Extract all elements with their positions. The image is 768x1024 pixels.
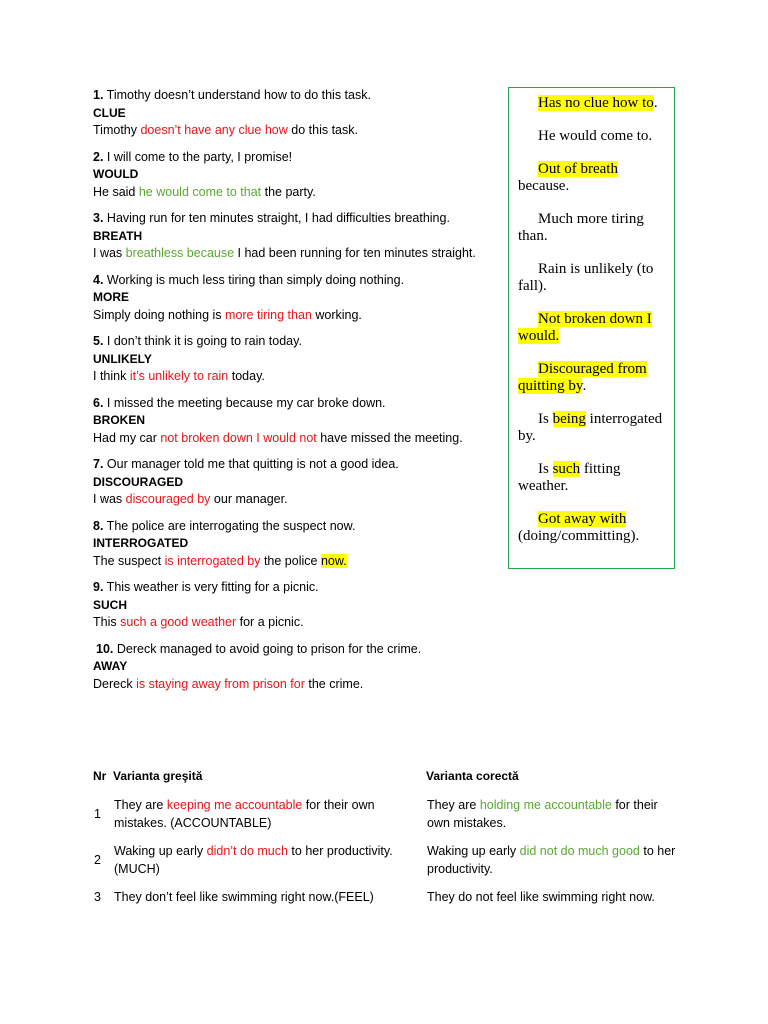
table.rows.0.wrong-segment: keeping me accountable: [166, 798, 303, 812]
exercise-question: [93, 395, 503, 413]
exercise-number: 9.: [93, 580, 104, 594]
exercises.2.answer-segment: I had been running for ten minutes straight.: [234, 246, 476, 260]
header-wrong: Varianta greşită: [113, 769, 203, 783]
exercises.5.answer-segment: Had my car: [93, 430, 161, 445]
correct-variant: [427, 889, 677, 907]
table.rows.1.right-segment: to her productivity.: [427, 844, 676, 876]
answers_box.7-segment: being: [552, 411, 586, 427]
exercise-question-text: The police are interrogating the suspect now.: [103, 518, 356, 533]
exercises.4.answer-segment: today.: [228, 369, 265, 383]
exercise-question-text: I don’t think it is going to rain today.: [103, 334, 302, 348]
exercise-question: [93, 149, 503, 167]
exercise-number: 8.: [93, 518, 104, 533]
answers_box.3-segment: Much more tiring than.: [518, 211, 644, 244]
answers_box.8-segment: such: [552, 461, 581, 477]
exercise-item: [93, 87, 503, 140]
row-number: 3: [94, 890, 101, 904]
exercise-answer: [93, 614, 503, 632]
exercise-question: [93, 518, 503, 536]
exercise-keyword: UNLIKELY: [93, 351, 152, 366]
answer-line: [518, 261, 666, 295]
correct-variant: [427, 843, 677, 878]
table.rows.0.right-segment: They are: [427, 798, 480, 812]
exercises.8.answer-segment: This: [93, 615, 121, 629]
exercise-keyword: WOULD: [93, 167, 139, 181]
exercise-number: 5.: [93, 334, 104, 348]
table-row: [93, 797, 683, 832]
exercises-list: [93, 87, 503, 702]
exercises.2.answer-segment: breathless because: [125, 246, 235, 260]
table.rows.0.right-segment: for their own mistakes.: [427, 798, 658, 830]
exercise-question-text: I will come to the party, I promise!: [103, 149, 293, 164]
answer-line: [518, 211, 666, 245]
exercise-question-text: This weather is very fitting for a picnic.: [103, 580, 319, 594]
exercise-answer: [93, 676, 503, 694]
exercises.9.answer-segment: Dereck: [93, 676, 137, 691]
exercise-keyword: AWAY: [93, 659, 128, 673]
table.rows.1.wrong-segment: didn’t do much: [206, 844, 288, 858]
corrections-table: [93, 768, 683, 918]
header-nr: Nr: [93, 769, 107, 783]
answers_box.8-segment: Is: [538, 461, 553, 477]
exercises.7.answer-segment: now.: [320, 553, 347, 568]
answers-box: [508, 87, 675, 569]
exercises.6.answer-segment: discouraged by: [125, 492, 211, 506]
exercises.7.answer-segment: is interrogated by: [164, 553, 261, 568]
answer-line: [518, 411, 666, 445]
exercises.9.answer-segment: is staying away from prison for: [136, 676, 305, 691]
exercises.9.answer-segment: the crime.: [304, 676, 364, 691]
exercise-item: [93, 149, 503, 202]
answer-line: [518, 511, 666, 545]
answer-line: [518, 461, 666, 495]
exercise-answer: [93, 368, 503, 386]
exercise-answer: [93, 245, 503, 263]
exercise-keyword: DISCOURAGED: [93, 474, 184, 489]
exercise-item: [93, 579, 503, 632]
exercises.0.answer-segment: doesn’t have any clue how: [140, 123, 288, 137]
exercise-answer: [93, 184, 503, 202]
table.rows.2.right-segment: They do not feel like swimming right now.: [427, 890, 655, 904]
exercises.2.answer-segment: I was: [93, 246, 126, 260]
exercises.1.answer-segment: He said: [93, 184, 139, 199]
exercise-keyword: CLUE: [93, 105, 126, 120]
exercises.0.answer-segment: Timothy: [93, 123, 141, 137]
exercises.3.answer-segment: working.: [311, 307, 362, 322]
answers_box.7-segment: interrogated by.: [518, 411, 663, 444]
answers_box.8-segment: fitting weather.: [518, 461, 621, 494]
exercise-number: 7.: [93, 457, 104, 471]
answers_box.7-segment: Is: [538, 411, 553, 427]
exercise-number: 6.: [93, 395, 104, 410]
table-row: [93, 843, 683, 878]
exercise-question: [93, 210, 503, 228]
answer-line: [518, 361, 666, 395]
exercise-question: [93, 333, 503, 351]
table.rows.1.wrong-segment: to her productivity. (MUCH): [114, 844, 393, 876]
exercise-answer: [93, 491, 503, 509]
exercise-item: [93, 272, 503, 325]
wrong-variant: [114, 797, 427, 832]
exercise-item: [93, 641, 503, 694]
answers_box.0-segment: Has no clue how to: [538, 95, 654, 111]
exercise-number: 4.: [93, 272, 104, 287]
answers_box.4-segment: Rain is unlikely (to fall).: [518, 261, 654, 294]
table.rows.2.wrong-segment: They don’t feel like swimming right now.(FEEL): [114, 890, 374, 904]
row-number: 2: [94, 852, 101, 867]
exercise-answer: [93, 430, 503, 448]
table.rows.1.right-segment: did not do much good: [519, 844, 640, 858]
answers_box.2-segment: because.: [518, 178, 570, 194]
exercises.3.answer-segment: Simply doing nothing is: [93, 307, 226, 322]
exercise-question-text: Timothy doesn’t understand how to do this task.: [103, 88, 371, 102]
exercises.1.answer-segment: the party.: [261, 184, 316, 199]
exercises.5.answer-segment: not broken down I would not: [160, 430, 317, 445]
answer-line: [518, 161, 666, 195]
exercise-keyword: MORE: [93, 290, 129, 304]
exercise-question-text: I missed the meeting because my car broke down.: [103, 395, 386, 410]
exercise-question-text: Working is much less tiring than simply doing nothing.: [103, 272, 405, 287]
exercise-question: [93, 579, 503, 597]
row-number: 1: [94, 806, 101, 821]
exercises.6.answer-segment: our manager.: [210, 492, 288, 506]
exercise-number: 10.: [96, 641, 114, 656]
exercise-keyword: INTERROGATED: [93, 536, 189, 550]
table.rows.1.wrong-segment: Waking up early: [114, 844, 207, 858]
exercises.3.answer-segment: more tiring than: [225, 307, 312, 322]
wrong-variant: [114, 843, 427, 878]
exercises.0.answer-segment: do this task.: [287, 123, 358, 137]
answer-line: [518, 95, 666, 112]
exercises.4.answer-segment: it’s unlikely to rain: [129, 369, 229, 383]
answers_box.9-segment: Got away with: [538, 511, 627, 527]
exercise-keyword: BROKEN: [93, 413, 146, 427]
exercise-keyword: SUCH: [93, 597, 128, 612]
exercise-item: [93, 395, 503, 448]
exercise-answer: [93, 122, 503, 140]
answers_box.0-segment: .: [653, 95, 658, 111]
answers_box.9-segment: (doing/committing).: [518, 528, 640, 544]
table.rows.0.wrong-segment: for their own mistakes. (ACCOUNTABLE): [114, 798, 375, 830]
exercise-question: [93, 87, 503, 105]
exercises.6.answer-segment: I was: [93, 492, 126, 506]
exercise-keyword: BREATH: [93, 228, 143, 243]
exercises.8.answer-segment: such a good weather: [120, 615, 237, 629]
exercise-question-text: Having run for ten minutes straight, I had difficulties breathing.: [103, 211, 450, 225]
answers_box.6-segment: .: [582, 378, 587, 394]
exercise-item: [93, 456, 503, 509]
answer-line: [518, 311, 666, 345]
exercise-item: [93, 333, 503, 386]
exercise-question-text: Dereck managed to avoid going to prison for the crime.: [113, 641, 422, 656]
exercise-number: 2.: [93, 149, 104, 164]
exercise-number: 3.: [93, 211, 104, 225]
answers_box.6-segment: Discouraged from quitting by: [518, 361, 647, 394]
exercises.8.answer-segment: for a picnic.: [236, 615, 304, 629]
exercises.7.answer-segment: The suspect: [93, 553, 165, 568]
exercise-question-text: Our manager told me that quitting is not a good idea.: [103, 457, 399, 471]
answers_box.5-segment: Not broken down I would.: [518, 311, 652, 344]
wrong-variant: [114, 889, 427, 907]
exercises.5.answer-segment: have missed the meeting.: [316, 430, 463, 445]
table-row: [93, 889, 683, 907]
exercise-question: [93, 641, 503, 659]
header-right: Varianta corectă: [426, 769, 519, 783]
exercise-question: [93, 272, 503, 290]
table-header: [93, 768, 683, 785]
exercise-item: [93, 518, 503, 571]
table-body: [93, 797, 683, 907]
answers_box.1-segment: He would come to.: [538, 128, 653, 144]
answer-line: [518, 128, 666, 145]
exercise-number: 1.: [93, 88, 104, 102]
exercises.4.answer-segment: I think: [93, 369, 130, 383]
table.rows.0.right-segment: holding me accountable: [479, 798, 612, 812]
exercises.1.answer-segment: he would come to that: [138, 184, 262, 199]
exercise-item: [93, 210, 503, 263]
correct-variant: [427, 797, 677, 832]
exercises.7.answer-segment: the police: [260, 553, 321, 568]
table.rows.0.wrong-segment: They are: [114, 798, 167, 812]
answers_box.2-segment: Out of breath: [538, 161, 618, 177]
exercise-answer: [93, 553, 503, 571]
exercise-question: [93, 456, 503, 474]
table.rows.1.right-segment: Waking up early: [427, 844, 520, 858]
exercise-answer: [93, 307, 503, 325]
